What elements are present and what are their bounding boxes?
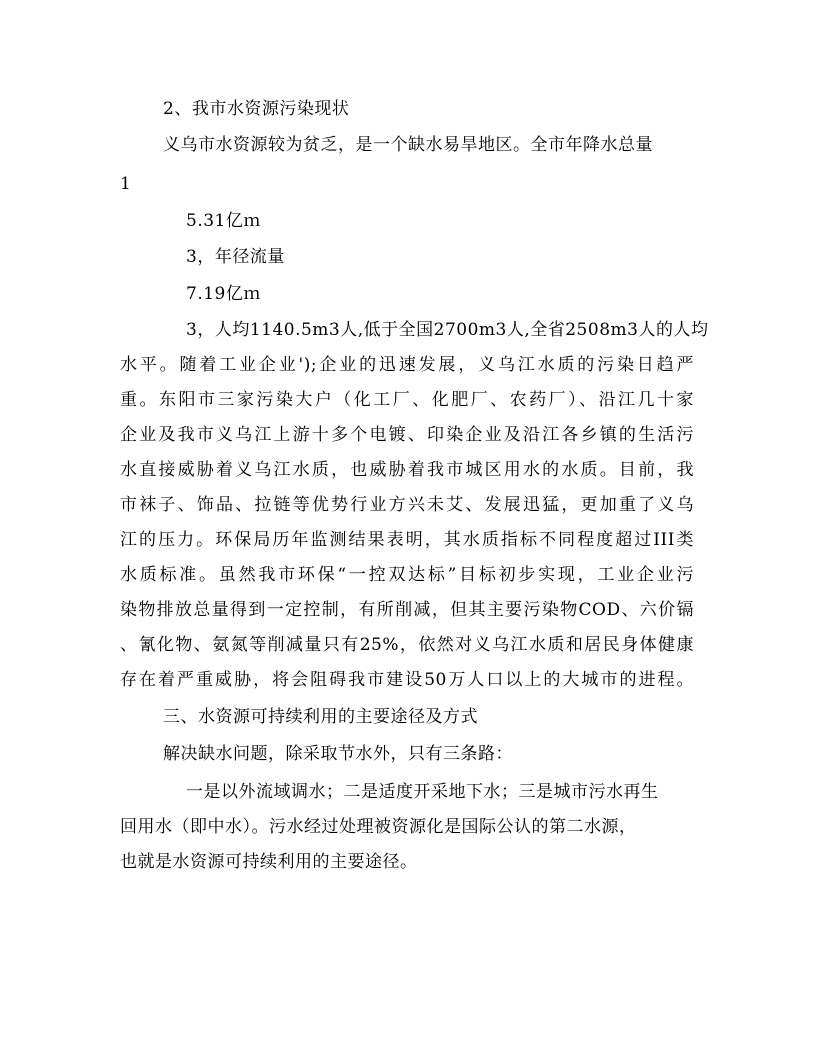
section-heading-pollution: 2、我市水资源污染现状: [163, 99, 350, 119]
paragraph-line: 5.31亿ｍ: [186, 211, 261, 231]
paragraph-line: 一是以外流域调水；二是适度开采地下水；三是城市污水再生: [186, 782, 659, 802]
paragraph-line: 义乌市水资源较为贫乏，是一个缺水易旱地区。全市年降水总量: [163, 135, 653, 155]
paragraph-line: 、氰化物、氨氮等削减量只有25%，依然对义乌江水质和居民身体健康: [120, 635, 694, 655]
paragraph-line: 市袜子、饰品、拉链等优势行业方兴未艾、发展迅猛，更加重了义乌: [120, 495, 694, 515]
paragraph-line: 江的压力。环保局历年监测结果表明，其水质指标不同程度超过III类: [120, 530, 694, 550]
paragraph-line: 重。东阳市三家污染大户（化工厂、化肥厂、农药厂）、沿江几十家: [120, 390, 694, 410]
paragraph-line: 水平。随着工业企业');企业的迅速发展，义乌江水质的污染日趋严: [120, 355, 694, 375]
paragraph-line: 1: [120, 174, 132, 194]
paragraph-line: 7.19亿ｍ: [186, 284, 261, 304]
paragraph-line: 解决缺水问题，除采取节水外，只有三条路：: [163, 744, 513, 764]
paragraph-line: 回用水（即中水）。污水经过处理被资源化是国际公认的第二水源，: [120, 817, 637, 837]
paragraph-line: 也就是水资源可持续利用的主要途径。: [120, 852, 418, 872]
section-heading-sustainable-use: 三、水资源可持续利用的主要途径及方式: [163, 707, 478, 727]
paragraph-line: 水质标准。虽然我市环保“一控双达标”目标初步实现，工业企业污: [120, 565, 694, 585]
paragraph-line: 水直接威胁着义乌江水质，也威胁着我市城区用水的水质。目前，我: [120, 460, 694, 480]
paragraph-line: 染物排放总量得到一定控制，有所削减，但其主要污染物COD、六价镉: [120, 600, 694, 620]
paragraph-line: 企业及我市义乌江上游十多个电镀、印染企业及沿江各乡镇的生活污: [120, 425, 694, 445]
paragraph-line: 3，年径流量: [186, 247, 285, 267]
paragraph-line: 3，人均1140.5m3人,低于全国2700m3人,全省2508m3人的人均: [186, 320, 709, 340]
paragraph-line: 存在着严重威胁，将会阻碍我市建设50万人口以上的大城市的进程。: [120, 670, 694, 690]
